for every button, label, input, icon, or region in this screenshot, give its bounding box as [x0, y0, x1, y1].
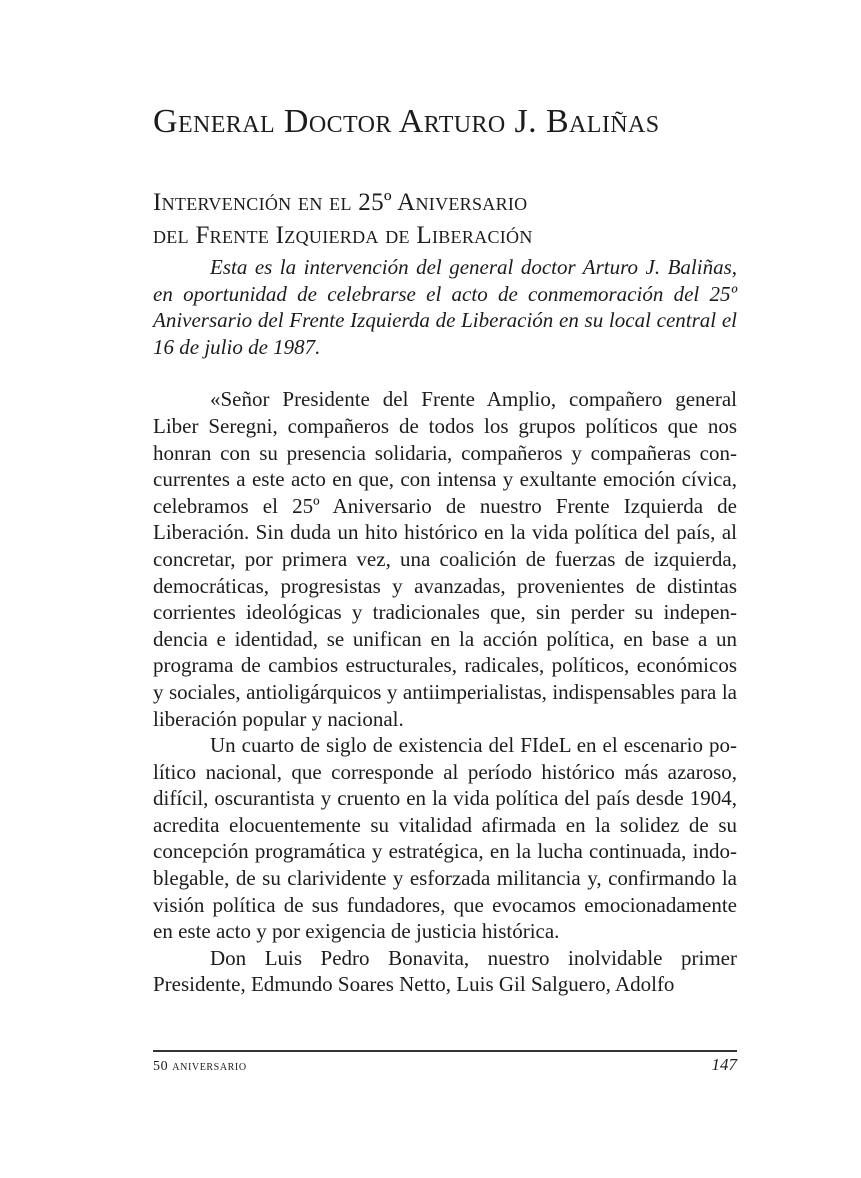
body-paragraph-1: «Señor Presidente del Frente Amplio, compañero general Liber Seregni, compañeros de todos los grupos políticos que nos honran con su presencia solidaria, compañeros y compañeras concurrentes a este acto en que, con intensa y exultante emoción cívica, celebramos el 25º Aniversario de nuestro Frente Izquierda de Liberación. Sin duda un hito histórico en la vida política del país, al concretar, por primera vez, una coalición de fuerzas de izquierda, democráticas, progresistas y avanzadas, provenientes de distintas corrientes ideológicas y tradicionales que, sin perder su independencia e identidad, se unifican en la acción política, en base a un programa de cambios estructurales, radicales, políticos, económicos y sociales, antioligárquicos y antiimperialistas, indispensables para la liberación popular y nacional. [153, 387, 737, 731]
body-paragraph-3: Don Luis Pedro Bonavita, nuestro inolvidable primer Presidente, Edmundo Soares Netto, Luis Gil Salguero, Adolfo [153, 945, 737, 997]
intro-paragraph: Esta es la intervención del general doctor Arturo J. Baliñas, en oportunidad de celebrarse el acto de conmemoración del 25º Aniversario del Frente Izquierda de Liberación en su local central el 16 de julio de 1987. [153, 255, 737, 359]
author-heading: General Doctor Arturo J. Baliñas [153, 103, 660, 140]
footer-book-title: 50 aniversario [153, 1059, 247, 1074]
page-number: 147 [711, 1055, 737, 1074]
body-paragraph-2: Un cuarto de siglo de existencia del FIdeL en el escenario político nacional, que corresponde al período histórico más azaroso, difícil, oscurantista y cruento en la vida política del país desde 1904, acredita elocuentemente su vitalidad afirmada en la solidez de su concepción programática y estratégica, en la lucha continuada, indoblegable, de su clarividente y esforzada militancia y, confirmando la visión política de sus fundadores, que evocamos emocionadamente en este acto y por exigencia de justicia histórica. [153, 733, 737, 944]
page-body [153, 100, 737, 998]
speech-title [153, 186, 737, 252]
page-footer [153, 1050, 737, 1074]
speech-title-line-2: del Frente Izquierda de Liberación [153, 222, 533, 249]
paragraph-spacer [153, 360, 737, 386]
speech-title-line-1: Intervención en el 25º Aniversario [153, 189, 528, 216]
